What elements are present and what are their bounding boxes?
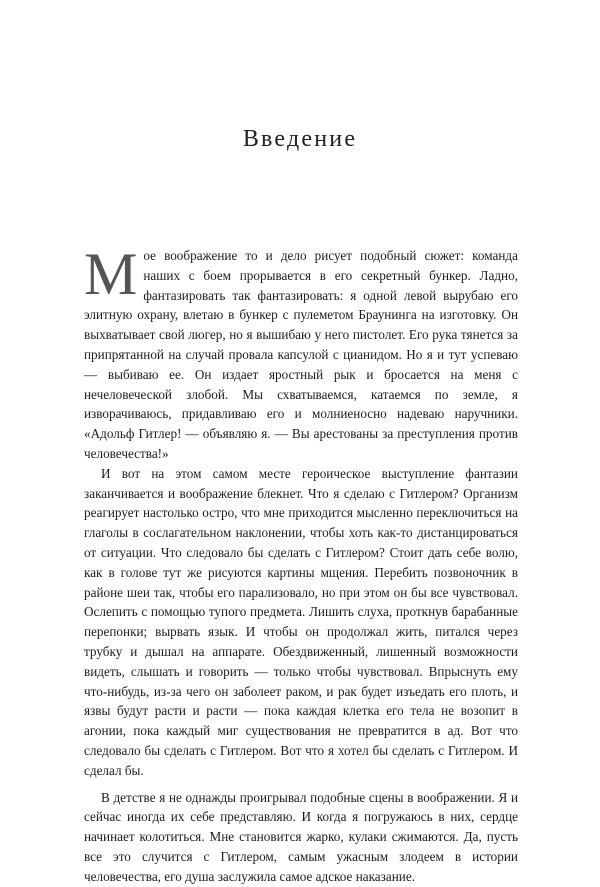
chapter-title: Введение	[242, 126, 358, 152]
paragraph-3: В детстве я не однажды проигрывал подобные сцены в воображении. Я и сейчас иногда их себе представляю. И когда я погружаюсь в них, сердце начинает колотиться. Мне становится жарко, кулаки сжимаются. Да, пусть все это случится с Гитлером, самым ужасным злодеем в истории человечества, его душа заслужила самое адское наказание.	[84, 789, 518, 884]
paragraph-2: И вот на этом самом месте героическое выступление фантазии заканчивается и воображение блекнет. Что я сделаю с Гитлером? Организм реагирует настолько остро, что мне приходится мысленно переключиться на глаголы в сослагательном наклонении, чтобы хоть как-то дистанцироваться от ситуации. Что следовало бы сделать с Гитлером? Стоит дать себе волю, как в голове тут же рисуются картины мщения. Перебить позвоночник в районе шеи так, чтобы его парализовало, но при этом он бы все чувствовал. Ослепить с помощью тупого предмета. Лишить слуха, проткнув барабанные перепонки; вырвать язык. И чтобы он продолжал жить, питался через трубку и дышал на аппарате. Обездвиженный, лишенный возможности видеть, слышать и говорить — только чтобы чувствовал. Впрыснуть ему что-нибудь, из-за чего он заболеет раком, и рак будет изъедать его плоть, и язвы будут расти и расти — пока каждая клетка его тела не возопит в агонии, пока каждый миг существования не превратится в ад. Вот что следовало бы сделать с Гитлером. Вот что я хотел бы сделать с Гитлером. И сделал бы.	[84, 465, 518, 778]
paragraph-1-text: ое воображение то и дело рисует подобный сюжет: команда наших с боем прорывается в его секретный бункер. Ладно, фантазировать так фантазировать: я одной левой вырубаю его элитную охрану, влетаю в бункер с пулеметом Браунинга на изготовку. Он выхватывает свой люгер, но я вышибаю у него пистолет. Его рука тянется за припрятанной на случай провала капсулой с цианидом. Но я и тут успеваю — выбиваю ее. Он издает яростный рык и бросается на меня с нечеловеческой злобой. Мы схватываемся, катаемся по земле, я изворачиваюсь, придавливаю его и молниеносно надеваю наручники. «Адольф Гитлер! — объявляю я. — Вы арестованы за преступления против человечества!»	[84, 248, 518, 461]
chapter-body	[84, 241, 518, 887]
drop-cap: М	[84, 241, 138, 307]
paragraph-1	[84, 241, 518, 464]
